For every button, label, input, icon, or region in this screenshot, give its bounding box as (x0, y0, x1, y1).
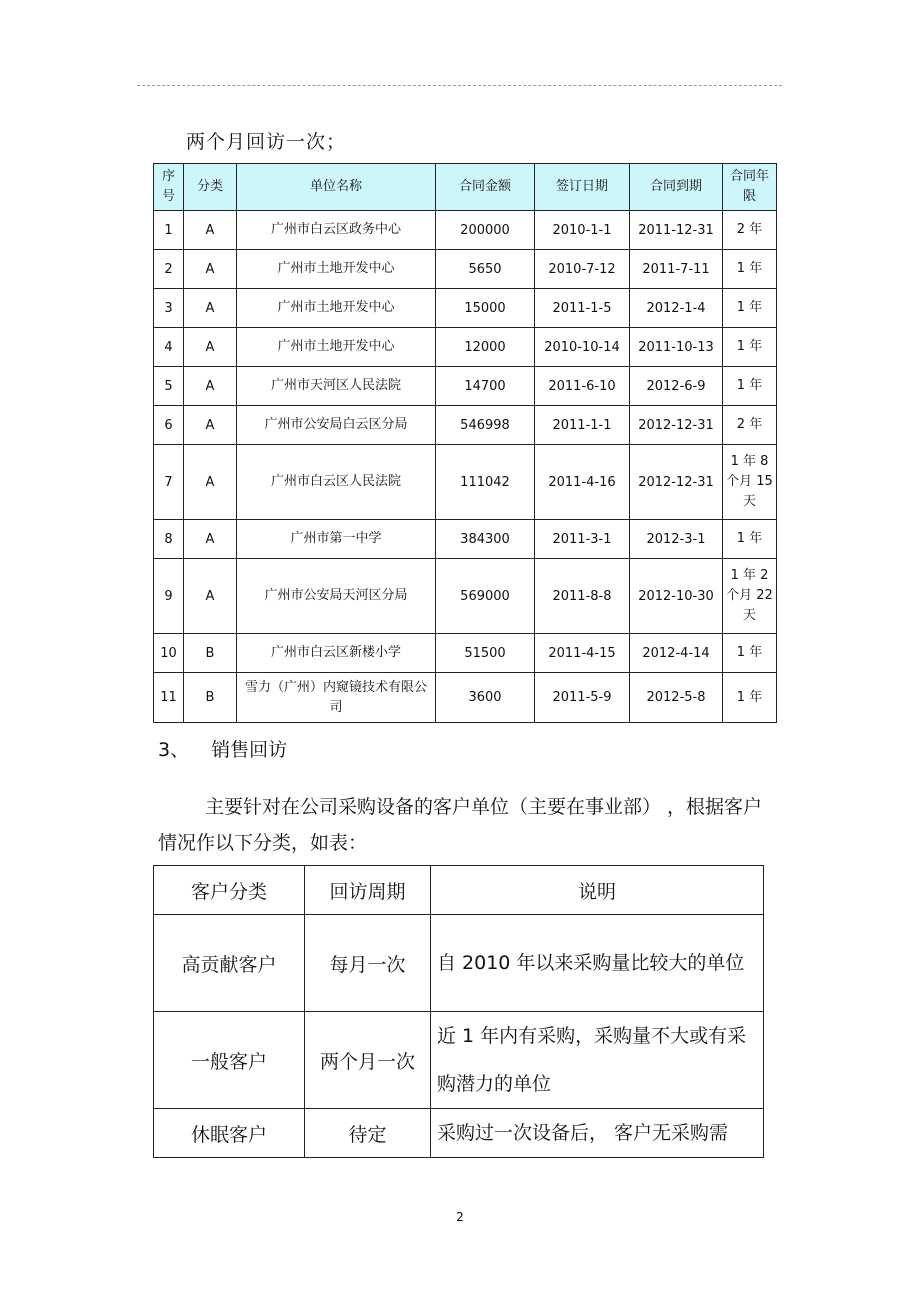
header-cell: 签订日期 (535, 164, 630, 211)
table-cell: 广州市白云区人民法院 (237, 445, 436, 520)
table-cell: 2012-1-4 (630, 289, 723, 328)
table-cell: A (184, 250, 237, 289)
header-cell: 序号 (154, 164, 184, 211)
table-cell: 2012-6-9 (630, 367, 723, 406)
table-row (154, 445, 777, 520)
table-cell: 2 年 (723, 406, 777, 445)
table-cell: 2011-5-9 (535, 673, 630, 723)
category-header-row (154, 866, 764, 915)
table-cell: 2011-12-31 (630, 211, 723, 250)
table-cell: 1 年 (723, 328, 777, 367)
header-cell: 回访周期 (305, 866, 431, 915)
category-table (153, 865, 764, 1158)
section-title (158, 735, 287, 762)
table-cell: 3600 (436, 673, 535, 723)
table-cell: 1 年 (723, 634, 777, 673)
table-row (154, 915, 764, 1012)
table-cell: A (184, 328, 237, 367)
table-cell: 2012-12-31 (630, 406, 723, 445)
table-cell: 111042 (436, 445, 535, 520)
table-cell: 自 2010 年以来采购量比较大的单位 (431, 915, 764, 1012)
table-cell: 1 年 8 个月 15 天 (723, 445, 777, 520)
table-cell: 广州市第一中学 (237, 520, 436, 559)
table-row (154, 559, 777, 634)
table-cell: 5 (154, 367, 184, 406)
table-cell: 15000 (436, 289, 535, 328)
header-rule (137, 85, 782, 86)
page-number: 2 (456, 1210, 464, 1224)
table-cell: 2012-10-30 (630, 559, 723, 634)
table-cell: 2011-4-15 (535, 634, 630, 673)
table-cell: 10 (154, 634, 184, 673)
header-cell: 合同金额 (436, 164, 535, 211)
contract-table (153, 163, 777, 723)
table-cell: 51500 (436, 634, 535, 673)
table-cell: 9 (154, 559, 184, 634)
header-cell: 分类 (184, 164, 237, 211)
table-cell: 1 年 (723, 250, 777, 289)
table-cell: 2011-10-13 (630, 328, 723, 367)
table-cell: 2011-1-1 (535, 406, 630, 445)
table-row (154, 328, 777, 367)
table-cell: 雪力（广州）内窥镜技术有限公司 (237, 673, 436, 723)
table-cell: 384300 (436, 520, 535, 559)
table-row (154, 250, 777, 289)
table-cell: 广州市白云区新楼小学 (237, 634, 436, 673)
table-cell: 6 (154, 406, 184, 445)
table-cell: 2010-10-14 (535, 328, 630, 367)
header-cell: 合同到期 (630, 164, 723, 211)
table-cell: 2012-4-14 (630, 634, 723, 673)
table-cell: 2010-7-12 (535, 250, 630, 289)
table-row (154, 1012, 764, 1109)
table-cell: 569000 (436, 559, 535, 634)
table-cell: 两个月一次 (305, 1012, 431, 1109)
table-cell: 2012-3-1 (630, 520, 723, 559)
table-cell: 2011-8-8 (535, 559, 630, 634)
table-cell: 2012-5-8 (630, 673, 723, 723)
table-cell: 5650 (436, 250, 535, 289)
table-cell: 4 (154, 328, 184, 367)
table-cell: 2011-1-5 (535, 289, 630, 328)
table-cell: 休眠客户 (154, 1109, 305, 1158)
table-cell: 广州市公安局白云区分局 (237, 406, 436, 445)
table-cell: 1 年 (723, 673, 777, 723)
table-cell: 1 年 (723, 520, 777, 559)
section-number: 3、 (158, 739, 190, 761)
table-cell: 广州市公安局天河区分局 (237, 559, 436, 634)
table-cell: 一般客户 (154, 1012, 305, 1109)
table-cell: 1 年 (723, 367, 777, 406)
body-paragraph: 主要针对在公司采购设备的客户单位（主要在事业部） ，根据客户情况作以下分类，如表： (158, 796, 763, 854)
table-cell: 2011-4-16 (535, 445, 630, 520)
table-cell: 2011-7-11 (630, 250, 723, 289)
table-cell: 2 年 (723, 211, 777, 250)
header-cell: 客户分类 (154, 866, 305, 915)
table-cell: A (184, 367, 237, 406)
table-cell: 高贡献客户 (154, 915, 305, 1012)
table-row (154, 1109, 764, 1158)
table-cell: A (184, 559, 237, 634)
table-cell: A (184, 289, 237, 328)
table-cell: 2012-12-31 (630, 445, 723, 520)
table-cell: A (184, 406, 237, 445)
table-cell: 1 (154, 211, 184, 250)
table-cell: 2 (154, 250, 184, 289)
table-row (154, 289, 777, 328)
table-row (154, 211, 777, 250)
header-cell: 说明 (431, 866, 764, 915)
table-cell: 200000 (436, 211, 535, 250)
table-cell: A (184, 211, 237, 250)
table-cell: 2011-3-1 (535, 520, 630, 559)
table-cell: 广州市白云区政务中心 (237, 211, 436, 250)
table-cell: 广州市土地开发中心 (237, 328, 436, 367)
header-cell: 单位名称 (237, 164, 436, 211)
table-cell: 546998 (436, 406, 535, 445)
table-cell: 广州市天河区人民法院 (237, 367, 436, 406)
header-cell: 合同年限 (723, 164, 777, 211)
table-cell: 近 1 年内有采购，采购量不大或有采购潜力的单位 (431, 1012, 764, 1109)
table-cell: 广州市土地开发中心 (237, 289, 436, 328)
table-cell: 广州市土地开发中心 (237, 250, 436, 289)
table-row (154, 673, 777, 723)
table-row (154, 406, 777, 445)
table-cell: 3 (154, 289, 184, 328)
table-cell: 待定 (305, 1109, 431, 1158)
contract-table-header (154, 164, 777, 211)
table-row (154, 520, 777, 559)
table-row (154, 367, 777, 406)
table-cell: B (184, 673, 237, 723)
table-cell: B (184, 634, 237, 673)
table-cell: 14700 (436, 367, 535, 406)
table-cell: A (184, 445, 237, 520)
table-cell: 1 年 2 个月 22 天 (723, 559, 777, 634)
table-cell: 2010-1-1 (535, 211, 630, 250)
table-cell: 11 (154, 673, 184, 723)
table-cell: 12000 (436, 328, 535, 367)
table-row (154, 634, 777, 673)
table-cell: 1 年 (723, 289, 777, 328)
section-title-text: 销售回访 (211, 739, 288, 761)
intro-text: 两个月回访一次； (186, 131, 347, 153)
table-cell: 7 (154, 445, 184, 520)
table-cell: 采购过一次设备后， 客户无采购需 (431, 1109, 764, 1158)
table-cell: 8 (154, 520, 184, 559)
table-cell: 2011-6-10 (535, 367, 630, 406)
table-cell: A (184, 520, 237, 559)
table-cell: 每月一次 (305, 915, 431, 1012)
